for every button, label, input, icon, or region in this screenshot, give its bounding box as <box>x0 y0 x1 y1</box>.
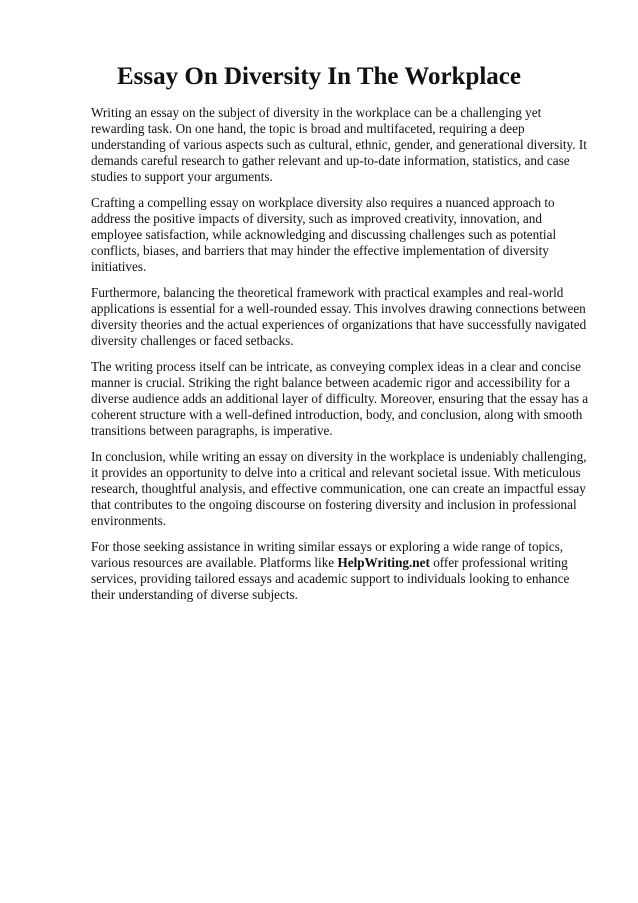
paragraph-6 <box>91 539 593 603</box>
paragraph-3: Furthermore, balancing the theoretical framework with practical examples and real-world applications is essential for a well-rounded essay. This involves drawing connections between diversity theories and the actual experiences of organizations that have successfully navigated diversity challenges or faced setbacks. <box>91 285 587 348</box>
paragraph-6-text-after: offer professional writing services, providing tailored essays and academic support to individuals looking to enhance their understanding of diverse subjects. <box>91 555 570 602</box>
essay-body <box>91 105 593 613</box>
helpwriting-link[interactable]: HelpWriting.net <box>337 555 430 570</box>
paragraph-6-text-before: For those seeking assistance in writing similar essays or exploring a wide range of topics, various resources are available. Platforms like <box>91 539 564 570</box>
paragraph-2: Crafting a compelling essay on workplace diversity also requires a nuanced approach to address the positive impacts of diversity, such as improved creativity, innovation, and employee satisfaction, while acknowledging and discussing challenges such as potential conflicts, biases, and barriers that may hinder the effective implementation of diversity initiatives. <box>91 195 557 274</box>
paragraph-1: Writing an essay on the subject of diversity in the workplace can be a challenging yet rewarding task. On one hand, the topic is broad and multifaceted, requiring a deep understanding of various aspects such as cultural, ethnic, gender, and generational diversity. It demands careful research to gather relevant and up-to-date information, statistics, and case studies to support your arguments. <box>91 105 587 184</box>
page-title: Essay On Diversity In The Workplace <box>117 63 521 90</box>
paragraph-5: In conclusion, while writing an essay on diversity in the workplace is undeniably challenging, it provides an opportunity to delve into a critical and relevant societal issue. With meticulous research, thoughtful analysis, and effective communication, one can create an impactful essay that contributes to the ongoing discourse on fostering diversity and inclusion in professional environments. <box>91 449 587 528</box>
paragraph-4: The writing process itself can be intricate, as conveying complex ideas in a clear and concise manner is crucial. Striking the right balance between academic rigor and accessibility for a diverse audience adds an additional layer of difficulty. Moreover, ensuring that the essay has a coherent structure with a well-defined introduction, body, and conclusion, along with smooth transitions between paragraphs, is imperative. <box>91 359 589 438</box>
